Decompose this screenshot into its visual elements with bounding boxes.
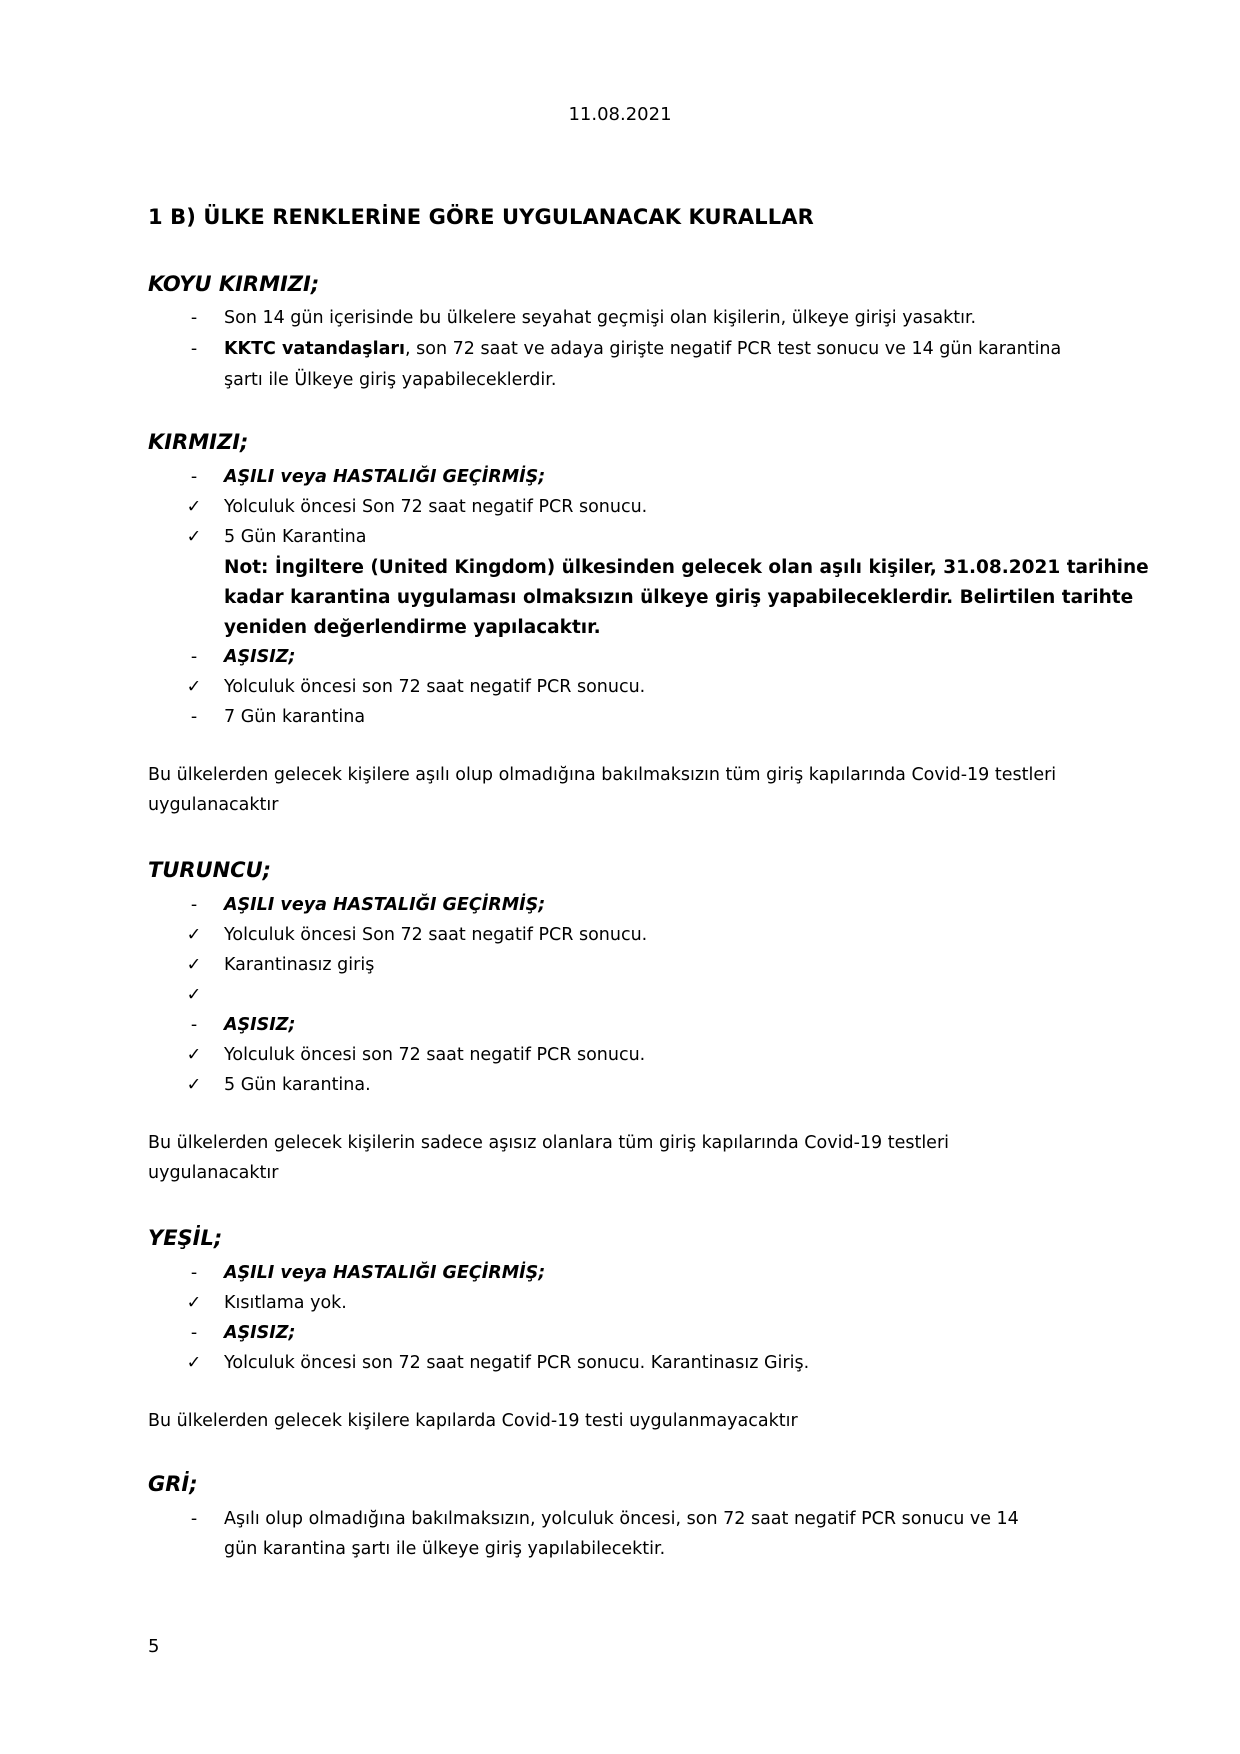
turuncu-paragraph: Bu ülkelerden gelecek kişilerin sadece aşısız olanlara tüm giriş kapılarında Covid-19 testleri uygulanacaktır	[148, 1133, 950, 1183]
check-icon: ✓	[186, 985, 202, 1005]
check-icon: ✓	[186, 677, 202, 697]
check-icon: ✓	[186, 1045, 202, 1065]
check-icon: ✓	[186, 1075, 202, 1095]
check-icon: ✓	[186, 1353, 202, 1373]
asili-label: AŞILI veya HASTALIĞI GEÇİRMİŞ;	[224, 1263, 546, 1283]
asisiz-label: AŞISIZ;	[224, 1323, 296, 1343]
dash-marker: -	[190, 1509, 198, 1529]
check-icon: ✓	[186, 497, 202, 517]
item-text: Yolculuk öncesi son 72 saat negatif PCR sonucu.	[224, 1045, 646, 1065]
heading-yesil: YEŞİL;	[148, 1226, 223, 1250]
dash-marker: -	[190, 895, 198, 915]
dash-marker: -	[190, 339, 198, 359]
check-icon: ✓	[186, 925, 202, 945]
dash-marker: -	[190, 308, 198, 328]
item-text: 5 Gün karantina.	[224, 1075, 371, 1095]
yesil-paragraph: Bu ülkelerden gelecek kişilere kapılarda Covid-19 testi uygulanmayacaktır	[148, 1411, 798, 1431]
item-text: Son 14 gün içerisinde bu ülkelere seyahat geçmişi olan kişilerin, ülkeye girişi yasaktır.	[224, 308, 977, 328]
item-text: Yolculuk öncesi son 72 saat negatif PCR sonucu.	[224, 677, 646, 697]
item-text: gün karantina şartı ile ülkeye giriş yapılabilecektir.	[224, 1539, 666, 1559]
heading-gri: GRİ;	[148, 1472, 198, 1496]
note-text: yeniden değerlendirme yapılacaktır.	[224, 617, 601, 638]
dash-marker: -	[190, 467, 198, 487]
dash-marker: -	[190, 1015, 198, 1035]
kktc-rest-text: , son 72 saat ve adaya girişte negatif PCR test sonucu ve 14 gün karantina	[405, 339, 1062, 359]
heading-koyu-kirmizi: KOYU KIRMIZI;	[148, 272, 320, 296]
note-text: Not: İngiltere (United Kingdom) ülkesinden gelecek olan aşılı kişiler, 31.08.2021 tarihine	[224, 557, 1149, 578]
item-text: Karantinasız giriş	[224, 955, 375, 975]
check-icon: ✓	[186, 1293, 202, 1313]
item-text: Yolculuk öncesi Son 72 saat negatif PCR sonucu.	[224, 925, 648, 945]
dash-marker: -	[190, 1323, 198, 1343]
asili-label: AŞILI veya HASTALIĞI GEÇİRMİŞ;	[224, 467, 546, 487]
item-text: 5 Gün Karantina	[224, 527, 367, 547]
item-text: Yolculuk öncesi son 72 saat negatif PCR sonucu. Karantinasız Giriş.	[224, 1353, 810, 1373]
asisiz-label: AŞISIZ;	[224, 647, 296, 667]
section-title: 1 B) ÜLKE RENKLERİNE GÖRE UYGULANACAK KURALLAR	[148, 205, 814, 229]
heading-kirmizi: KIRMIZI;	[148, 430, 249, 454]
kktc-bold-text: KKTC vatandaşları	[224, 339, 406, 359]
check-icon: ✓	[186, 955, 202, 975]
dash-marker: -	[190, 707, 198, 727]
item-text: Kısıtlama yok.	[224, 1293, 347, 1313]
item-text: Aşılı olup olmadığına bakılmaksızın, yolculuk öncesi, son 72 saat negatif PCR sonucu ve 14	[224, 1509, 1019, 1529]
kirmizi-paragraph: Bu ülkelerden gelecek kişilere aşılı olup olmadığına bakılmaksızın tüm giriş kapılarında Covid-19 testleri uygulanacaktır	[148, 765, 1057, 815]
page-number: 5	[148, 1636, 160, 1657]
asili-label: AŞILI veya HASTALIĞI GEÇİRMİŞ;	[224, 895, 546, 915]
item-text: 7 Gün karantina	[224, 707, 366, 727]
dash-marker: -	[190, 1263, 198, 1283]
item-text	[224, 339, 1061, 359]
check-icon: ✓	[186, 527, 202, 547]
asisiz-label: AŞISIZ;	[224, 1015, 296, 1035]
dash-marker: -	[190, 647, 198, 667]
item-text: Yolculuk öncesi Son 72 saat negatif PCR sonucu.	[224, 497, 648, 517]
document-date: 11.08.2021	[568, 104, 672, 125]
heading-turuncu: TURUNCU;	[148, 858, 272, 882]
item-text: şartı ile Ülkeye giriş yapabileceklerdir.	[224, 370, 557, 390]
note-text: kadar karantina uygulaması olmaksızın ülkeye giriş yapabileceklerdir. Belirtilen tarihte	[224, 587, 1134, 608]
